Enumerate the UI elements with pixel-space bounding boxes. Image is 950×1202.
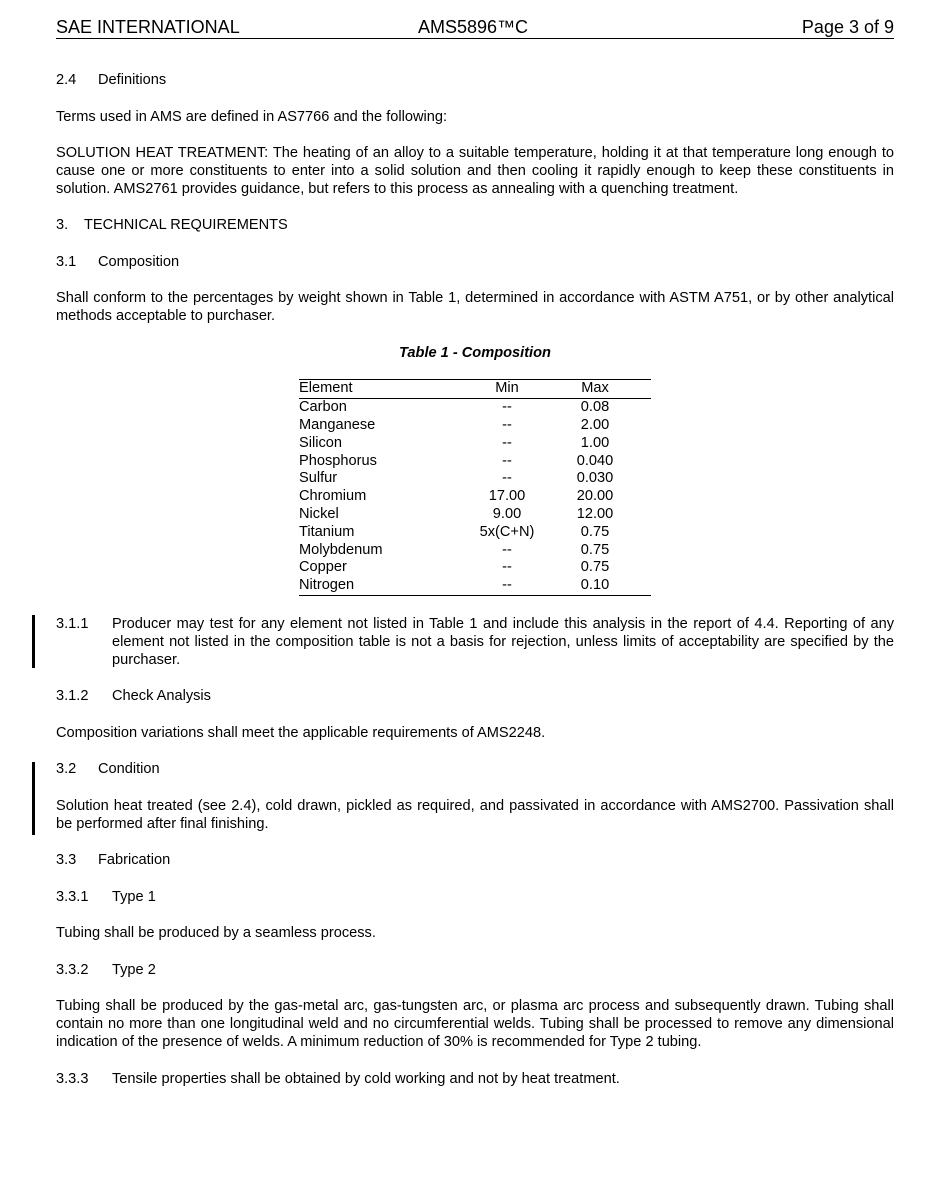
section-number: 3.1 xyxy=(56,254,77,270)
cell-max: 2.00 xyxy=(580,416,610,433)
table-row xyxy=(299,452,651,470)
cell-max: 12.00 xyxy=(576,505,614,522)
section-text: Producer may test for any element not listed in Table 1 and include this analysis in the report of 4.4. Reporting of any element not listed in the composition table is not a basis for rejection, unless limits of acceptability are specified by the purchaser. xyxy=(112,616,894,668)
cell-max: 0.10 xyxy=(580,577,610,594)
cell-element: Phosphorus xyxy=(299,452,377,469)
column-header-element: Element xyxy=(299,380,353,397)
cell-min: 5x(C+N) xyxy=(479,523,535,540)
section-title: Condition xyxy=(98,761,160,777)
table-row xyxy=(299,434,651,452)
type-1-paragraph: Tubing shall be produced by a seamless process. xyxy=(56,925,376,941)
cell-min: -- xyxy=(502,559,512,576)
section-3-1-2-heading xyxy=(56,687,894,705)
table-row xyxy=(299,506,651,524)
column-header-min: Min xyxy=(495,380,519,397)
header-org: SAE INTERNATIONAL xyxy=(56,17,240,37)
cell-min: -- xyxy=(502,577,512,594)
cell-max: 0.030 xyxy=(576,470,614,487)
section-3-2-heading xyxy=(56,760,894,778)
section-number: 3.2 xyxy=(56,761,77,777)
cell-element: Nitrogen xyxy=(299,577,355,594)
cell-element: Copper xyxy=(299,559,347,576)
condition-paragraph: Solution heat treated (see 2.4), cold drawn, pickled as required, and passivated in accordance with AMS2700. Passivation shall be performed after final finishing. xyxy=(56,798,894,832)
cell-element: Manganese xyxy=(299,416,376,433)
cell-min: -- xyxy=(502,399,512,416)
section-title: Definitions xyxy=(98,72,167,88)
cell-element: Chromium xyxy=(299,488,367,505)
section-text: Tensile properties shall be obtained by cold working and not by heat treatment. xyxy=(112,1071,620,1087)
header-doc-number: AMS5896™C xyxy=(418,17,529,37)
cell-min: -- xyxy=(502,541,512,558)
cell-element: Carbon xyxy=(299,399,347,416)
cell-max: 0.08 xyxy=(580,399,610,416)
type-2-paragraph: Tubing shall be produced by the gas-metal arc, gas-tungsten arc, or plasma arc process and subsequently drawn. Tubing shall contain no more than one longitudinal weld and no circumferential welds. Tubing shall be processed to remove any dimensional indication of the presence of welds. A minimum reduction of 30% is recommended for Type 2 tubing. xyxy=(56,998,894,1050)
table-row xyxy=(299,488,651,506)
section-number: 3.3.2 xyxy=(56,962,89,978)
section-number: 3.1.2 xyxy=(56,688,89,704)
cell-min: -- xyxy=(502,470,512,487)
section-3-3-2-heading xyxy=(56,961,894,979)
conform-paragraph: Shall conform to the percentages by weight shown in Table 1, determined in accordance with ASTM A751, or by other analytical methods acceptable to purchaser. xyxy=(56,290,894,324)
cell-element: Silicon xyxy=(299,434,342,451)
section-3-3-heading xyxy=(56,851,894,869)
section-number: 3.3.1 xyxy=(56,889,89,905)
composition-table xyxy=(299,379,651,596)
cell-min: 9.00 xyxy=(492,505,522,522)
section-title: Type 1 xyxy=(112,889,156,905)
table-row xyxy=(299,577,651,595)
cell-element: Sulfur xyxy=(299,470,338,487)
section-3-heading xyxy=(56,216,894,234)
section-title: Fabrication xyxy=(98,852,171,868)
column-header-max: Max xyxy=(581,380,609,397)
revision-change-bar xyxy=(32,762,35,835)
check-analysis-paragraph: Composition variations shall meet the applicable requirements of AMS2248. xyxy=(56,725,546,741)
cell-min: -- xyxy=(502,434,512,451)
section-3-3-3 xyxy=(56,1070,894,1088)
table-title: Table 1 - Composition xyxy=(399,345,551,361)
page-header xyxy=(56,17,894,39)
table-row xyxy=(299,541,651,559)
cell-element: Molybdenum xyxy=(299,541,383,558)
section-number: 2.4 xyxy=(56,72,77,88)
cell-element: Nickel xyxy=(299,505,339,522)
section-number: 3.1.1 xyxy=(56,616,89,632)
section-number: 3.3 xyxy=(56,852,77,868)
cell-max: 1.00 xyxy=(580,434,610,451)
cell-min: -- xyxy=(502,452,512,469)
table-row xyxy=(299,417,651,435)
table-row xyxy=(299,523,651,541)
header-page-number: Page 3 of 9 xyxy=(801,17,894,37)
solution-heat-treatment-paragraph: SOLUTION HEAT TREATMENT: The heating of an alloy to a suitable temperature, holding it at that temperature long enough to cause one or more constituents to enter into a solid solution and then cooling it rapidly enough to keep these constituents in solution. AMS2761 provides guidance, but refers to this process as annealing with a quenching treatment. xyxy=(56,145,894,197)
cell-max: 0.75 xyxy=(580,541,610,558)
cell-max: 0.75 xyxy=(580,523,610,540)
terms-paragraph: Terms used in AMS are defined in AS7766 and the following: xyxy=(56,109,448,125)
cell-max: 0.75 xyxy=(580,559,610,576)
section-3-1-1 xyxy=(56,615,894,669)
cell-min: 17.00 xyxy=(488,488,526,505)
table-header-row xyxy=(299,380,651,399)
table-row xyxy=(299,398,651,416)
section-2-4-heading xyxy=(56,71,894,89)
cell-element: Titanium xyxy=(299,523,355,540)
cell-min: -- xyxy=(502,416,512,433)
table-row xyxy=(299,470,651,488)
section-3-3-1-heading xyxy=(56,888,894,906)
section-title: Composition xyxy=(98,254,180,270)
section-number: 3.3.3 xyxy=(56,1071,89,1087)
section-title: TECHNICAL REQUIREMENTS xyxy=(84,217,288,233)
cell-max: 20.00 xyxy=(576,488,614,505)
revision-change-bar xyxy=(32,615,35,668)
table-row xyxy=(299,559,651,577)
section-number: 3. xyxy=(56,217,69,233)
section-title: Type 2 xyxy=(112,962,156,978)
cell-max: 0.040 xyxy=(576,452,614,469)
section-3-1-heading xyxy=(56,253,894,271)
section-title: Check Analysis xyxy=(112,688,211,704)
